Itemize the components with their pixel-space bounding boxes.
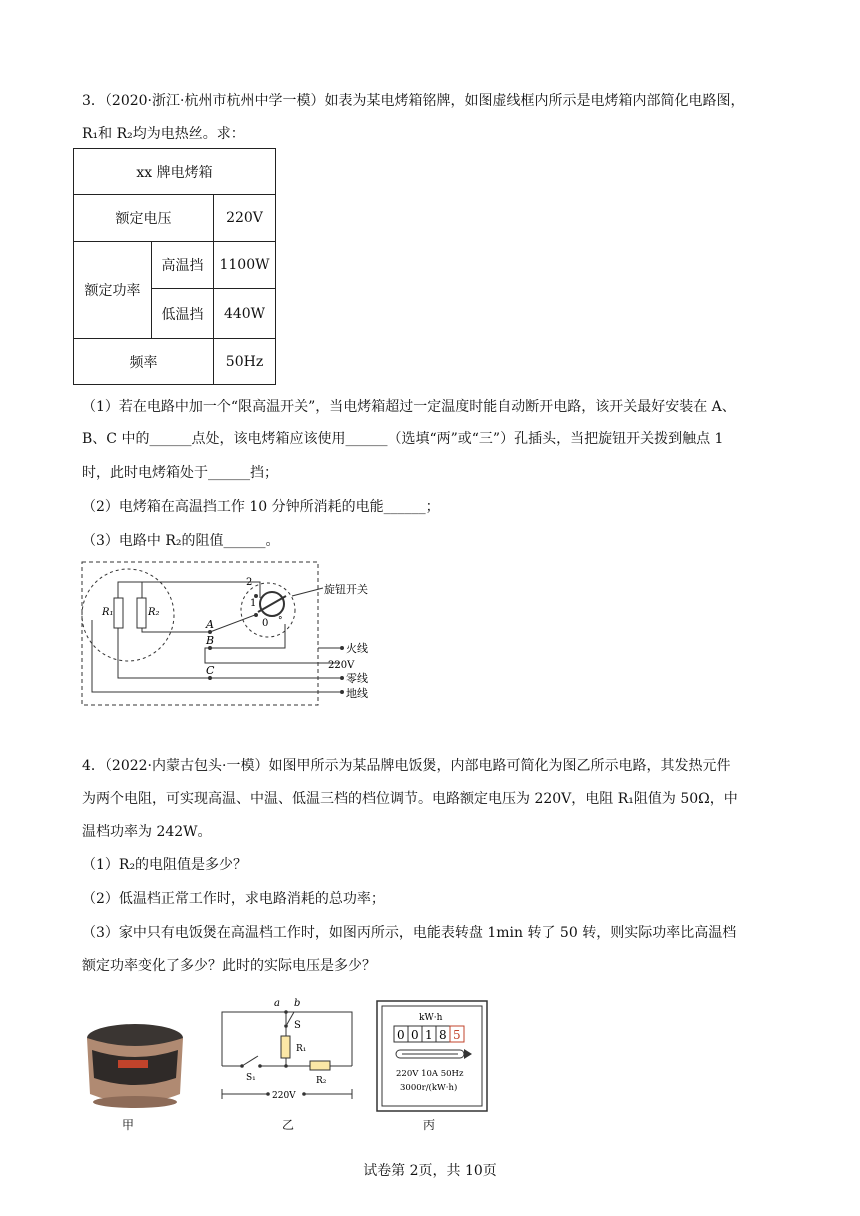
high-setting-label: 高温挡 — [152, 242, 214, 289]
q3-part1-line1: （1）若在电路中加一个“限高温开关”，当电烤箱超过一定温度时能自动断开电路，该开关最好安装在 A、 — [82, 399, 736, 415]
q3-intro: 如表为某电烤箱铭牌，如图虚线框内所示是电烤箱内部简化电路图， — [324, 93, 745, 109]
meter-digit: 0 — [411, 1028, 419, 1042]
spec-title: xx 牌电烤箱 — [74, 149, 276, 195]
low-setting-label: 低温挡 — [152, 289, 214, 339]
q4-number: 4． — [82, 758, 105, 774]
q4-part2: （2）低温档正常工作时，求电路消耗的总功率； — [82, 891, 385, 907]
neutral-wire-label: 零线 — [346, 672, 368, 685]
switch-s — [286, 1012, 294, 1026]
q4-source: （2022·内蒙古包头·一模） — [104, 758, 269, 774]
q4-part3-line1: （3）家中只有电饭煲在高温档工作时，如图丙所示，电能表转盘 1min 转了 50 转，则实际功率比高温档 — [82, 925, 737, 941]
meter-spec-line1: 220V 10A 50Hz — [396, 1069, 464, 1079]
r2-label: R₂ — [316, 1076, 327, 1086]
point-b-label: B — [206, 634, 215, 647]
meter-digits — [394, 1026, 464, 1042]
point-a-label: A — [206, 618, 214, 631]
oven-dashed-frame — [82, 562, 318, 705]
r2-resistor — [137, 598, 146, 628]
live-wire — [205, 624, 340, 663]
point-b-label: b — [294, 998, 301, 1009]
oven-circuit-diagram — [80, 560, 380, 708]
q3-intro-line1 — [82, 90, 744, 110]
rated-voltage-value: 220V — [214, 195, 276, 242]
q4-intro-line1 — [82, 755, 730, 775]
rated-power-label: 额定功率 — [74, 242, 152, 339]
meter-spec-line2: 3000r/(kW·h) — [400, 1083, 458, 1093]
switch-s-label: S — [294, 1020, 301, 1031]
energy-meter — [376, 1000, 488, 1112]
rice-cooker-image — [80, 1020, 190, 1112]
meter-unit: kW·h — [419, 1013, 443, 1023]
contact-2-label: 2 — [246, 577, 253, 588]
r2-label: R₂ — [148, 607, 160, 618]
top-wire — [118, 582, 260, 598]
r1-resistor — [281, 1036, 290, 1058]
voltage-220v-label: 220V — [328, 660, 355, 671]
r2-resistor — [310, 1061, 330, 1070]
high-setting-value: 1100W — [214, 242, 276, 289]
q3-part3: （3）电路中 R₂的阻值______。 — [82, 533, 280, 549]
page-footer: 试卷第 2页，共 10页 — [363, 1163, 497, 1179]
heater-dashed-circle — [82, 569, 174, 661]
svg-text:°: ° — [278, 616, 283, 626]
r1-label: R₁ — [296, 1044, 307, 1054]
ground-wire — [92, 620, 340, 692]
spec-table — [73, 148, 276, 385]
r1-label: R₁ — [102, 607, 114, 618]
live-wire-label: 火线 — [346, 642, 368, 655]
meter-digit: 5 — [453, 1028, 461, 1042]
fig-jia-caption: 甲 — [122, 1118, 135, 1132]
point-a-label: a — [274, 998, 280, 1009]
fig-yi-caption: 乙 — [282, 1118, 295, 1132]
r1-resistor — [114, 598, 123, 628]
ground-wire-label: 地线 — [346, 687, 368, 700]
q4-intro: 如图甲所示为某品牌电饭煲，内部电路可简化为图乙所示电路，其发热元件 — [268, 758, 731, 774]
frequency-value: 50Hz — [214, 339, 276, 385]
q4-part1: （1）R₂的电阻值是多少？ — [82, 857, 248, 873]
q3-number: 3． — [82, 93, 105, 109]
q3-intro-line2: R₁和 R₂均为电热丝。求： — [82, 126, 245, 142]
knob-switch-label: 旋钮开关 — [324, 583, 368, 596]
switch-s1-label: S₁ — [246, 1073, 256, 1083]
meter-digit: 8 — [439, 1028, 447, 1042]
frequency-label: 频率 — [74, 339, 214, 385]
q3-part2: （2）电烤箱在高温挡工作 10 分钟所消耗的电能______； — [82, 499, 440, 515]
meter-digit: 1 — [425, 1028, 433, 1042]
rice-cooker-circuit — [218, 996, 356, 1110]
switch-s1 — [242, 1056, 258, 1066]
contact-0-label: 0 — [262, 618, 269, 629]
q4-intro-line3: 温档功率为 242W。 — [82, 824, 212, 840]
q4-intro-line2: 为两个电阻，可实现高温、中温、低温三档的档位调节。电路额定电压为 220V，电阻 R₁阻值为 50Ω，中 — [82, 791, 738, 807]
contact-1-label: 1 — [250, 598, 257, 609]
voltage-label: 220V — [272, 1091, 296, 1101]
q3-source: （2020·浙江·杭州市杭州中学一模） — [104, 93, 325, 109]
neutral-wire — [118, 628, 340, 678]
meter-digit: 0 — [397, 1028, 405, 1042]
q4-part3-line2: 额定功率变化了多少？此时的实际电压是多少？ — [82, 958, 376, 974]
point-c-label: C — [206, 664, 215, 677]
q3-part1-line3: 时，此时电烤箱处于______挡； — [82, 465, 278, 481]
q3-part1-line2: B、C 中的______点处，该电烤箱应该使用______（选填“两”或“三”）孔插头，当把旋钮开关拨到触点 1 — [82, 431, 724, 447]
low-setting-value: 440W — [214, 289, 276, 339]
fig-bing-caption: 丙 — [423, 1118, 436, 1132]
rated-voltage-label: 额定电压 — [74, 195, 214, 242]
